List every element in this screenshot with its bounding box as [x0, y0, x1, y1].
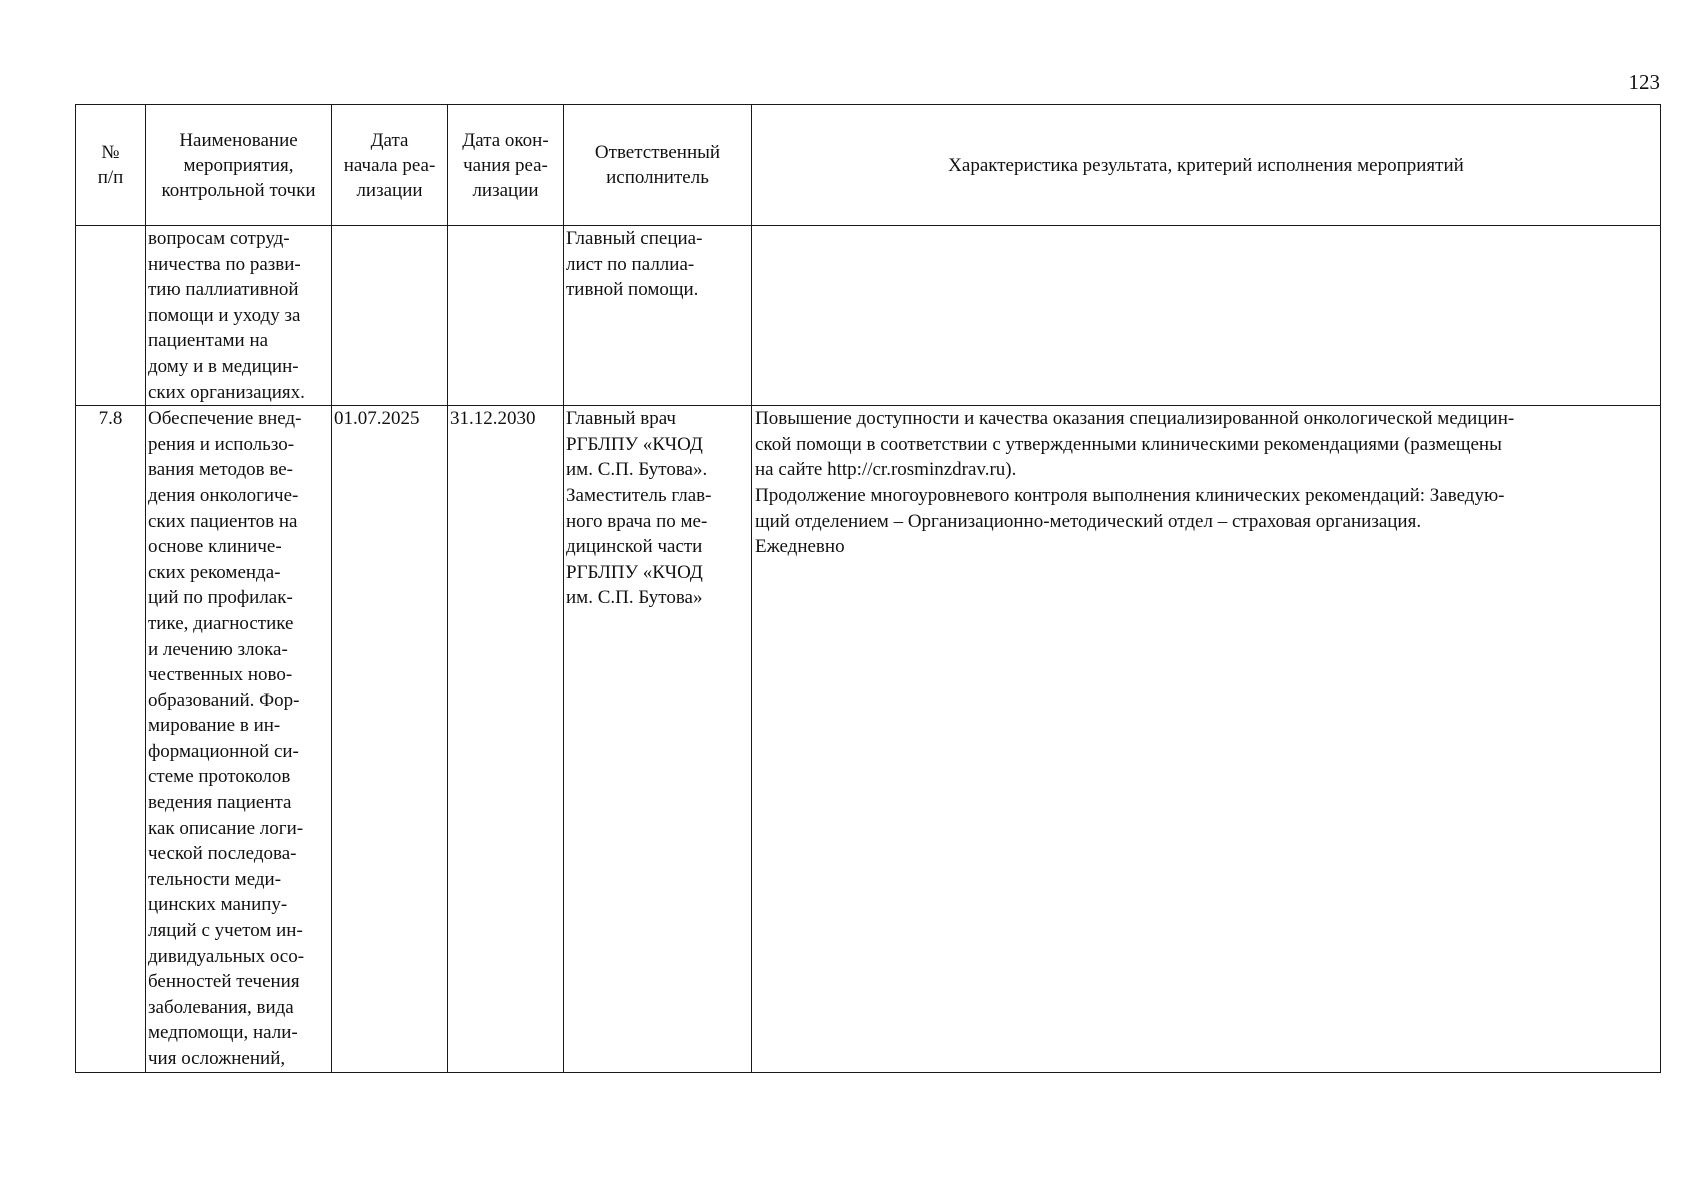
cell-responsible: Главный врач РГБЛПУ «КЧОД им. С.П. Бутова». Заместитель глав- ного врача по ме- дицинской части РГБЛПУ «КЧОД им. С.П. Бутова»	[564, 406, 752, 1072]
cell-responsible: Главный специа- лист по паллиа- тивной помощи.	[564, 226, 752, 406]
header-responsible: Ответственный исполнитель	[564, 105, 752, 226]
header-num: № п/п	[76, 105, 146, 226]
cell-result	[752, 226, 1661, 406]
cell-num	[76, 226, 146, 406]
header-end-date: Дата окон- чания реа- лизации	[448, 105, 564, 226]
cell-name: Обеспечение внед- рения и использо- вания методов ве- дения онкологиче- ских пациентов на основе клиниче- ских рекоменда- ций по профилак- тике, диагностике и лечению злока- чественных ново- образований. Фор- мирование в ин- формационной си- стеме протоколов ведения пациента как описание логи- ческой последова- тельности меди- цинских манипу- ляций с учетом ин- дивидуальных осо- бенностей течения заболевания, вида медпомощи, нали- чия осложнений,	[146, 406, 332, 1072]
table-row	[76, 226, 1661, 406]
table-row	[76, 406, 1661, 1072]
cell-num: 7.8	[76, 406, 146, 1072]
page-number: 123	[1628, 70, 1660, 94]
cell-start-date	[332, 226, 448, 406]
table-header-row	[76, 105, 1661, 226]
cell-name: вопросам сотруд- ничества по разви- тию паллиативной помощи и уходу за пациентами на дому и в медицин- ских организациях.	[146, 226, 332, 406]
cell-start-date: 01.07.2025	[332, 406, 448, 1072]
header-name: Наименование мероприятия, контрольной точки	[146, 105, 332, 226]
cell-result: Повышение доступности и качества оказания специализированной онкологической медицин- ской помощи в соответствии с утвержденными клиническими рекомендациями (размещены на сайте http://cr.rosminzdrav.ru). Продолжение многоуровневого контроля выполнения клинических рекомендаций: Заведую- щий отделением – Организационно-методический отдел – страховая организация. Ежедневно	[752, 406, 1661, 1072]
header-start-date: Дата начала реа- лизации	[332, 105, 448, 226]
header-result: Характеристика результата, критерий исполнения мероприятий	[752, 105, 1661, 226]
cell-end-date	[448, 226, 564, 406]
cell-end-date: 31.12.2030	[448, 406, 564, 1072]
activities-table	[75, 104, 1661, 1073]
